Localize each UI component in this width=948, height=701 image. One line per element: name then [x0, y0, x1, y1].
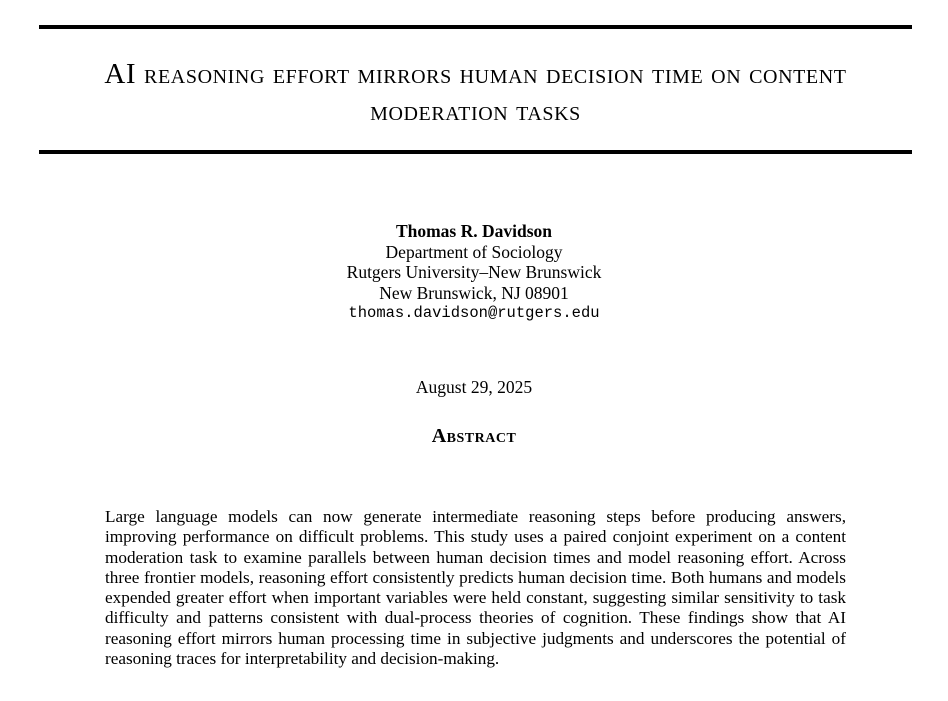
paper-title: AI reasoning effort mirrors human decision time on content moderation tasks: [104, 58, 847, 127]
author-name: Thomas R. Davidson: [395, 221, 553, 241]
author-location: New Brunswick, NJ 08901: [379, 282, 569, 303]
author-department: Department of Sociology: [385, 241, 563, 262]
author-email[interactable]: thomas.davidson@rutgers.edu: [348, 304, 600, 322]
abstract-heading: Abstract: [431, 425, 517, 447]
paper-date: August 29, 2025: [415, 377, 533, 397]
title-top-rule: [39, 25, 912, 29]
author-block: [0, 221, 948, 324]
abstract-text: Large language models can now generate intermediate reasoning steps before producing answers, improving performance on difficult problems. This study uses a paired conjoint experiment on a content moderation task to examine parallels between human decision times and model reasoning effort. Across three frontier models, reasoning effort consistently predicts human decision time. Both humans and models expended greater effort when important variables were held constant, suggesting similar sensitivity to task difficulty and patterns consistent with dual-process theories of cognition. These findings show that AI reasoning effort mirrors human processing time in subjective judgments and underscores the potential of reasoning traces for interpretability and decision-making.: [105, 507, 846, 669]
title-bottom-rule: [39, 150, 912, 154]
author-university: Rutgers University–New Brunswick: [346, 262, 602, 282]
